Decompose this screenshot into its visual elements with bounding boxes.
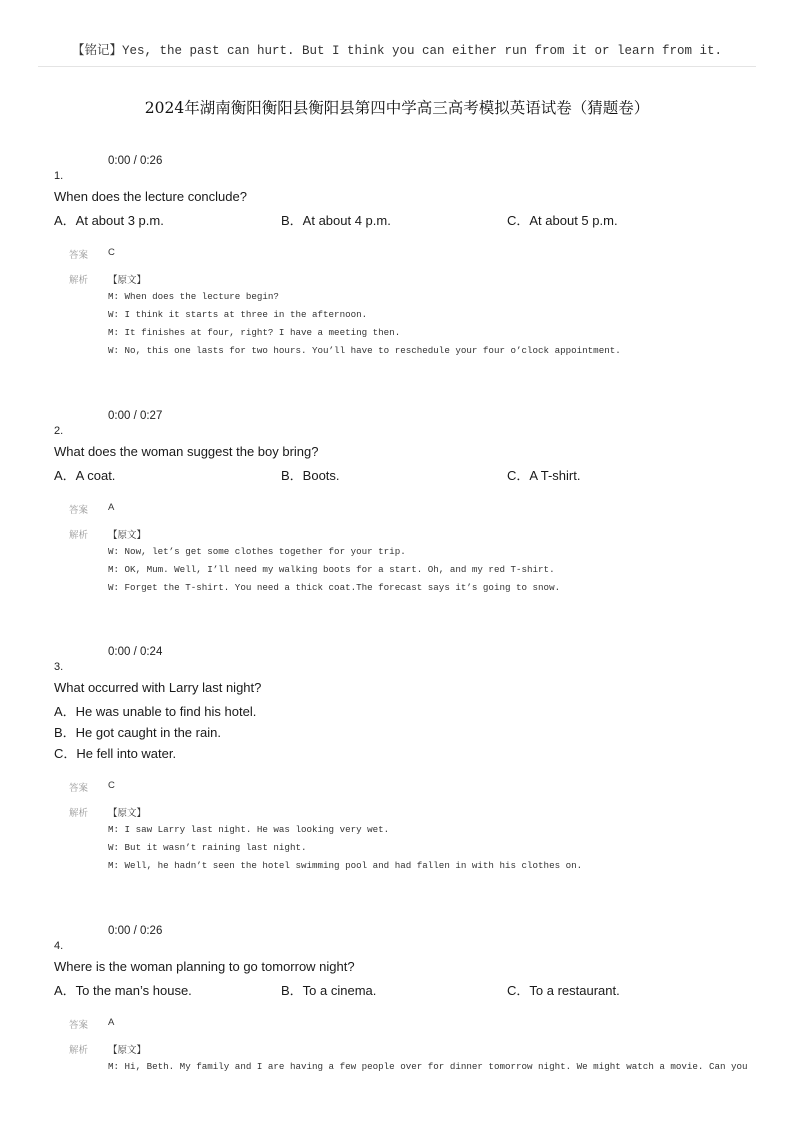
answer-value: C bbox=[108, 247, 115, 258]
option-a: A．A coat. bbox=[54, 468, 116, 483]
transcript-line: M: Well, he hadn’t seen the hotel swimming pool and had fallen in with his clothes on. bbox=[108, 860, 583, 871]
options-list bbox=[54, 210, 754, 228]
explanation-label: 解析 bbox=[69, 275, 89, 286]
question-number: 1. bbox=[54, 170, 64, 182]
audio-player-time[interactable]: 0:00 / 0:24 bbox=[108, 646, 163, 658]
option-a: A．He was unable to find his hotel. bbox=[54, 704, 257, 719]
transcript-tag: 【原文】 bbox=[108, 530, 147, 541]
option-b: B．Boots. bbox=[281, 468, 340, 483]
question-stem: What occurred with Larry last night? bbox=[54, 680, 262, 695]
option-a: A．To the man’s house. bbox=[54, 983, 192, 998]
answer-label: 答案 bbox=[69, 783, 89, 794]
option-c: C．He fell into water. bbox=[54, 746, 177, 761]
page-title: 2024年湖南衡阳衡阳县衡阳县第四中学高三高考模拟英语试卷（猜题卷） bbox=[144, 99, 650, 117]
explanation-label: 解析 bbox=[69, 808, 89, 819]
answer-value: C bbox=[108, 780, 115, 791]
header-motto: 【铭记】Yes, the past can hurt. But I think you can either run from it or learn from it. bbox=[71, 44, 723, 58]
transcript-tag: 【原文】 bbox=[108, 1045, 147, 1056]
transcript-line: M: Hi, Beth. My family and I are having a few people over for dinner tomorrow night. We might watch a movie. Can you bbox=[108, 1061, 748, 1072]
audio-player-time[interactable]: 0:00 / 0:26 bbox=[108, 925, 163, 937]
header-divider bbox=[38, 66, 756, 67]
option-c: C．A T-shirt. bbox=[507, 468, 581, 483]
question-number: 4. bbox=[54, 940, 64, 952]
question-stem: Where is the woman planning to go tomorrow night? bbox=[54, 959, 355, 974]
transcript-line: M: It finishes at four, right? I have a meeting then. bbox=[108, 327, 401, 338]
transcript-tag: 【原文】 bbox=[108, 808, 147, 819]
option-c: C．To a restaurant. bbox=[507, 983, 620, 998]
transcript-tag: 【原文】 bbox=[108, 275, 147, 286]
options-list bbox=[54, 465, 754, 483]
explanation-label: 解析 bbox=[69, 1045, 89, 1056]
question-number: 3. bbox=[54, 661, 64, 673]
answer-label: 答案 bbox=[69, 505, 89, 516]
transcript-line: M: OK, Mum. Well, I’ll need my walking boots for a start. Oh, and my red T-shirt. bbox=[108, 564, 555, 575]
transcript-line: M: I saw Larry last night. He was looking very wet. bbox=[108, 824, 390, 835]
answer-value: A bbox=[108, 502, 115, 513]
explanation-label: 解析 bbox=[69, 530, 89, 541]
question-number: 2. bbox=[54, 425, 64, 437]
answer-label: 答案 bbox=[69, 250, 89, 261]
transcript-line: W: But it wasn’t raining last night. bbox=[108, 842, 307, 853]
transcript-line: W: Now, let’s get some clothes together for your trip. bbox=[108, 546, 406, 557]
option-b: B．To a cinema. bbox=[281, 983, 377, 998]
answer-value: A bbox=[108, 1017, 115, 1028]
option-b: B．At about 4 p.m. bbox=[281, 213, 391, 228]
question-stem: What does the woman suggest the boy bring? bbox=[54, 444, 319, 459]
transcript-line: M: When does the lecture begin? bbox=[108, 291, 279, 302]
audio-player-time[interactable]: 0:00 / 0:26 bbox=[108, 155, 163, 167]
transcript-line: W: Forget the T-shirt. You need a thick coat.The forecast says it’s going to snow. bbox=[108, 582, 561, 593]
option-a: A．At about 3 p.m. bbox=[54, 213, 164, 228]
options-list bbox=[54, 980, 754, 998]
audio-player-time[interactable]: 0:00 / 0:27 bbox=[108, 410, 163, 422]
answer-label: 答案 bbox=[69, 1020, 89, 1031]
question-stem: When does the lecture conclude? bbox=[54, 189, 247, 204]
option-c: C．At about 5 p.m. bbox=[507, 213, 618, 228]
transcript-line: W: No, this one lasts for two hours. You’ll have to reschedule your four o’clock appointment. bbox=[108, 345, 621, 356]
transcript-line: W: I think it starts at three in the afternoon. bbox=[108, 309, 368, 320]
option-b: B．He got caught in the rain. bbox=[54, 725, 221, 740]
